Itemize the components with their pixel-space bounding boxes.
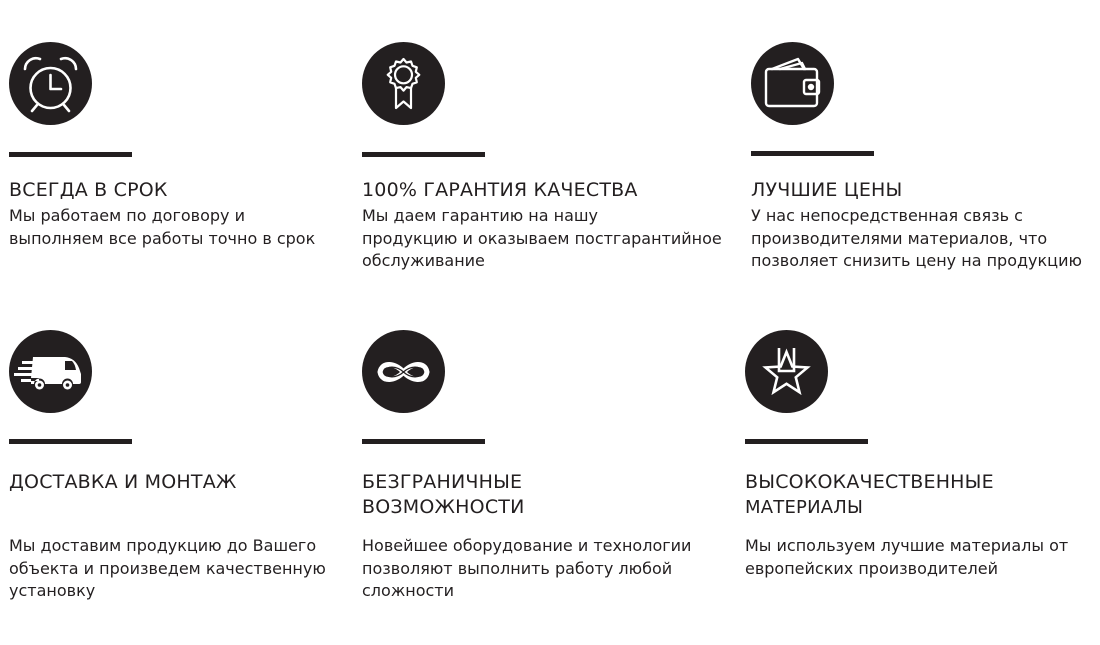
feature-description	[9, 205, 315, 250]
feature-description	[362, 205, 722, 273]
feature-description-line: производителями материалов, что	[751, 228, 1048, 248]
alarm-clock-icon	[9, 42, 92, 125]
divider-line	[9, 152, 132, 157]
wallet-icon	[751, 42, 834, 125]
feature-title-line: ДОСТАВКА И МОНТАЖ	[9, 471, 237, 493]
divider-line	[362, 152, 485, 157]
feature-description-line: позволяют выполнить работу любой	[362, 558, 673, 578]
feature-description-line: Мы даем гарантию на нашу	[362, 206, 599, 225]
feature-title-line: ВСЕГДА В СРОК	[9, 179, 168, 201]
feature-description-line: сложности	[362, 581, 454, 600]
feature-title-line: ВЫСОКОКАЧЕСТВЕННЫЕ	[745, 471, 994, 493]
feature-description-line: выполняем все работы точно в срок	[9, 228, 316, 248]
divider-line	[751, 151, 874, 156]
feature-title-line: 100% ГАРАНТИЯ КАЧЕСТВА	[362, 179, 638, 201]
feature-title	[362, 178, 638, 203]
divider-line	[362, 439, 485, 444]
feature-description-line: установку	[9, 581, 96, 600]
feature-description	[745, 535, 1068, 580]
feature-description	[362, 535, 691, 603]
divider-line	[9, 439, 132, 444]
feature-description-line: Новейшее оборудование и технологии	[362, 536, 692, 555]
feature-title	[9, 470, 237, 495]
infinity-icon	[362, 330, 445, 413]
feature-description-line: продукцию и оказываем постгарантийное	[362, 228, 722, 248]
feature-description	[751, 205, 1082, 273]
feature-description-line: обслуживание	[362, 251, 485, 270]
feature-description-line: Мы работаем по договору и	[9, 206, 245, 225]
feature-title-line: ЛУЧШИЕ ЦЕНЫ	[751, 179, 903, 201]
feature-description-line: позволяет снизить цену на продукцию	[751, 251, 1082, 270]
feature-description-line: объекта и произведем качественную	[9, 558, 326, 578]
feature-title-line: МАТЕРИАЛЫ	[745, 497, 864, 518]
feature-title-line: ВОЗМОЖНОСТИ	[362, 496, 525, 518]
feature-title	[9, 178, 168, 203]
feature-title	[362, 470, 525, 520]
delivery-truck-icon	[9, 330, 92, 413]
star-quality-icon	[745, 330, 828, 413]
award-rosette-icon	[362, 42, 445, 125]
feature-description-line: европейских производителей	[745, 558, 998, 578]
feature-title-line: БЕЗГРАНИЧНЫЕ	[362, 471, 523, 493]
feature-description-line: Мы используем лучшие материалы от	[745, 536, 1069, 555]
feature-title	[745, 470, 994, 520]
feature-description	[9, 535, 326, 603]
feature-description-line: У нас непосредственная связь с	[751, 206, 1023, 225]
divider-line	[745, 439, 868, 444]
feature-description-line: Мы доставим продукцию до Вашего	[9, 536, 317, 555]
feature-title	[751, 178, 902, 203]
